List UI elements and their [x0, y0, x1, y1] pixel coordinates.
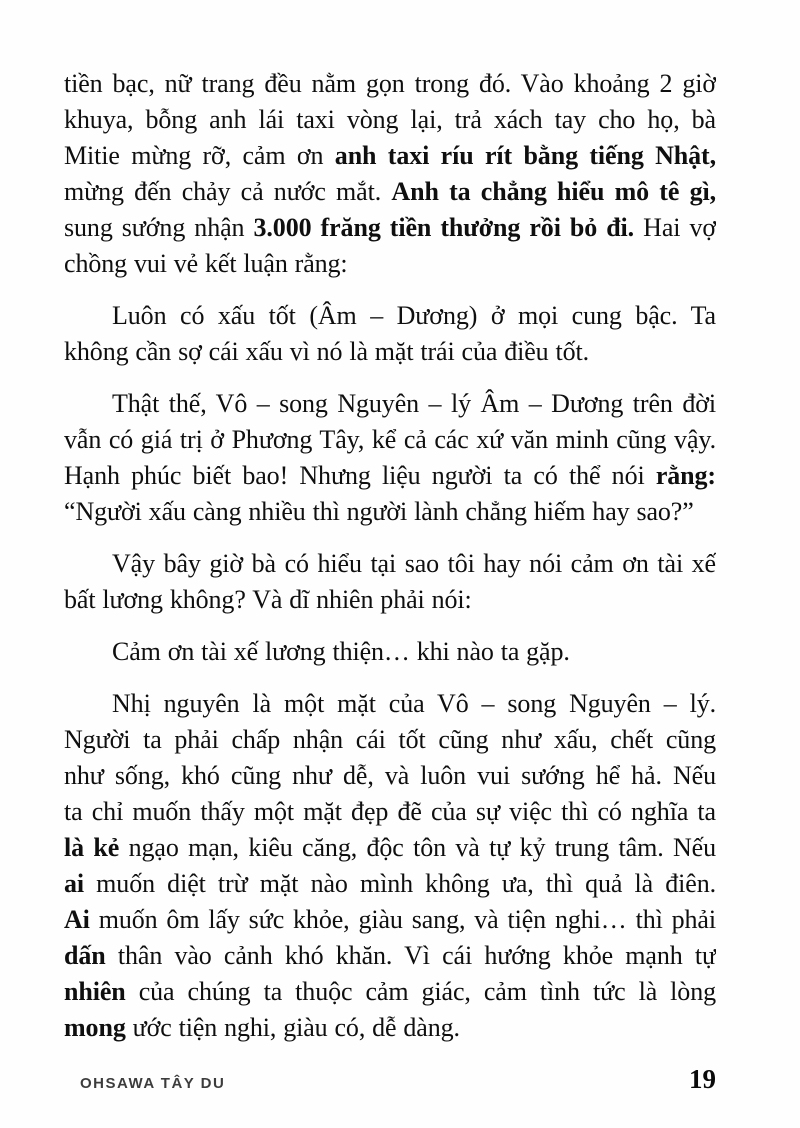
text-segment: Ai: [64, 905, 90, 934]
text-segment: muốn ôm lấy sức khỏe, giàu sang, và tiện nghi… thì phải: [89, 905, 716, 934]
text-line: [64, 830, 716, 866]
text-line: [64, 794, 716, 830]
text-segment: rằng:: [655, 461, 716, 490]
text-line: [64, 334, 716, 370]
paragraph: [64, 298, 716, 370]
text-segment: vẫn có giá trị ở Phương Tây, kể cả các xứ văn minh cũng vậy.: [64, 425, 716, 454]
text-segment: tiền bạc, nữ trang đều nằm gọn trong đó. Vào khoảng 2 giờ: [64, 69, 716, 98]
text-segment: dấn: [64, 941, 106, 970]
text-line: [64, 866, 716, 902]
text-line: [64, 686, 716, 722]
text-segment: Luôn có xấu tốt (Âm – Dương) ở mọi cung bậc. Ta: [112, 301, 716, 330]
text-line: [64, 938, 716, 974]
text-line: [64, 298, 716, 334]
text-segment: khuya, bỗng anh lái taxi vòng lại, trả xách tay cho họ, bà: [64, 105, 716, 134]
page-number: 19: [689, 1064, 716, 1094]
paragraph: [64, 634, 716, 670]
text-segment: ta chỉ muốn thấy một mặt đẹp đẽ của sự việc thì có nghĩa ta: [64, 797, 716, 826]
paragraph: [64, 686, 716, 1046]
text-segment: sung sướng nhận: [64, 213, 254, 242]
text-line: [64, 722, 716, 758]
text-line: [64, 974, 716, 1010]
text-segment: mong: [64, 1013, 126, 1042]
text-segment: 3.000 frăng tiền thưởng rồi bỏ đi.: [253, 213, 635, 242]
text-segment: Anh ta chẳng hiểu mô tê gì,: [391, 177, 716, 206]
text-segment: Vậy bây giờ bà có hiểu tại sao tôi hay nói cảm ơn tài xế: [112, 549, 716, 578]
text-segment: “Người xấu càng nhiều thì người lành chẳng hiếm hay sao?”: [64, 497, 694, 526]
text-segment: Cảm ơn tài xế lương thiện… khi nào ta gặp.: [112, 637, 570, 666]
text-segment: Mitie mừng rỡ, cảm ơn: [64, 141, 335, 170]
text-line: [64, 758, 716, 794]
text-segment: ai: [64, 869, 85, 898]
text-line: [64, 1010, 716, 1046]
text-line: [64, 174, 716, 210]
page-footer: [80, 1064, 716, 1095]
text-line: [64, 386, 716, 422]
paragraph: [64, 546, 716, 618]
text-line: [64, 422, 716, 458]
text-segment: nhiên: [64, 977, 126, 1006]
text-line: [64, 102, 716, 138]
paragraph: [64, 66, 716, 282]
running-title: OHSAWA TÂY DU: [80, 1075, 226, 1092]
text-line: [64, 494, 716, 530]
text-segment: chồng vui vẻ kết luận rằng:: [64, 249, 348, 278]
text-segment: của chúng ta thuộc cảm giác, cảm tình tức là lòng: [125, 977, 716, 1006]
text-segment: Thật thế, Vô – song Nguyên – lý Âm – Dương trên đời: [112, 389, 716, 418]
text-line: [64, 210, 716, 246]
text-segment: thân vào cảnh khó khăn. Vì cái hướng khỏe mạnh tự: [105, 941, 716, 970]
text-line: [64, 902, 716, 938]
text-segment: mừng đến chảy cả nước mắt.: [64, 177, 392, 206]
text-line: [64, 546, 716, 582]
text-segment: là kẻ: [64, 833, 120, 862]
text-segment: như sống, khó cũng như dễ, và luôn vui sướng hể hả. Nếu: [64, 761, 716, 790]
text-segment: ước tiện nghi, giàu có, dễ dàng.: [125, 1013, 460, 1042]
text-line: [64, 458, 716, 494]
text-line: [64, 66, 716, 102]
text-segment: ngạo mạn, kiêu căng, độc tôn và tự kỷ trung tâm. Nếu: [119, 833, 716, 862]
text-line: [64, 634, 716, 670]
text-segment: Hạnh phúc biết bao! Nhưng liệu người ta có thể nói: [64, 461, 656, 490]
text-line: [64, 582, 716, 618]
text-line: [64, 246, 716, 282]
text-segment: anh taxi ríu rít bằng tiếng Nhật,: [334, 141, 716, 170]
text-segment: Nhị nguyên là một mặt của Vô – song Nguyên – lý.: [112, 689, 716, 718]
text-segment: Hai vợ: [634, 213, 716, 242]
text-segment: không cần sợ cái xấu vì nó là mặt trái của điều tốt.: [64, 337, 590, 366]
paragraph: [64, 386, 716, 530]
body-text: [64, 66, 716, 1046]
text-segment: Người ta phải chấp nhận cái tốt cũng như xấu, chết cũng: [64, 725, 716, 754]
text-line: [64, 138, 716, 174]
text-segment: muốn diệt trừ mặt nào mình không ưa, thì quả là điên.: [84, 869, 716, 898]
text-segment: bất lương không? Và dĩ nhiên phải nói:: [64, 585, 472, 614]
